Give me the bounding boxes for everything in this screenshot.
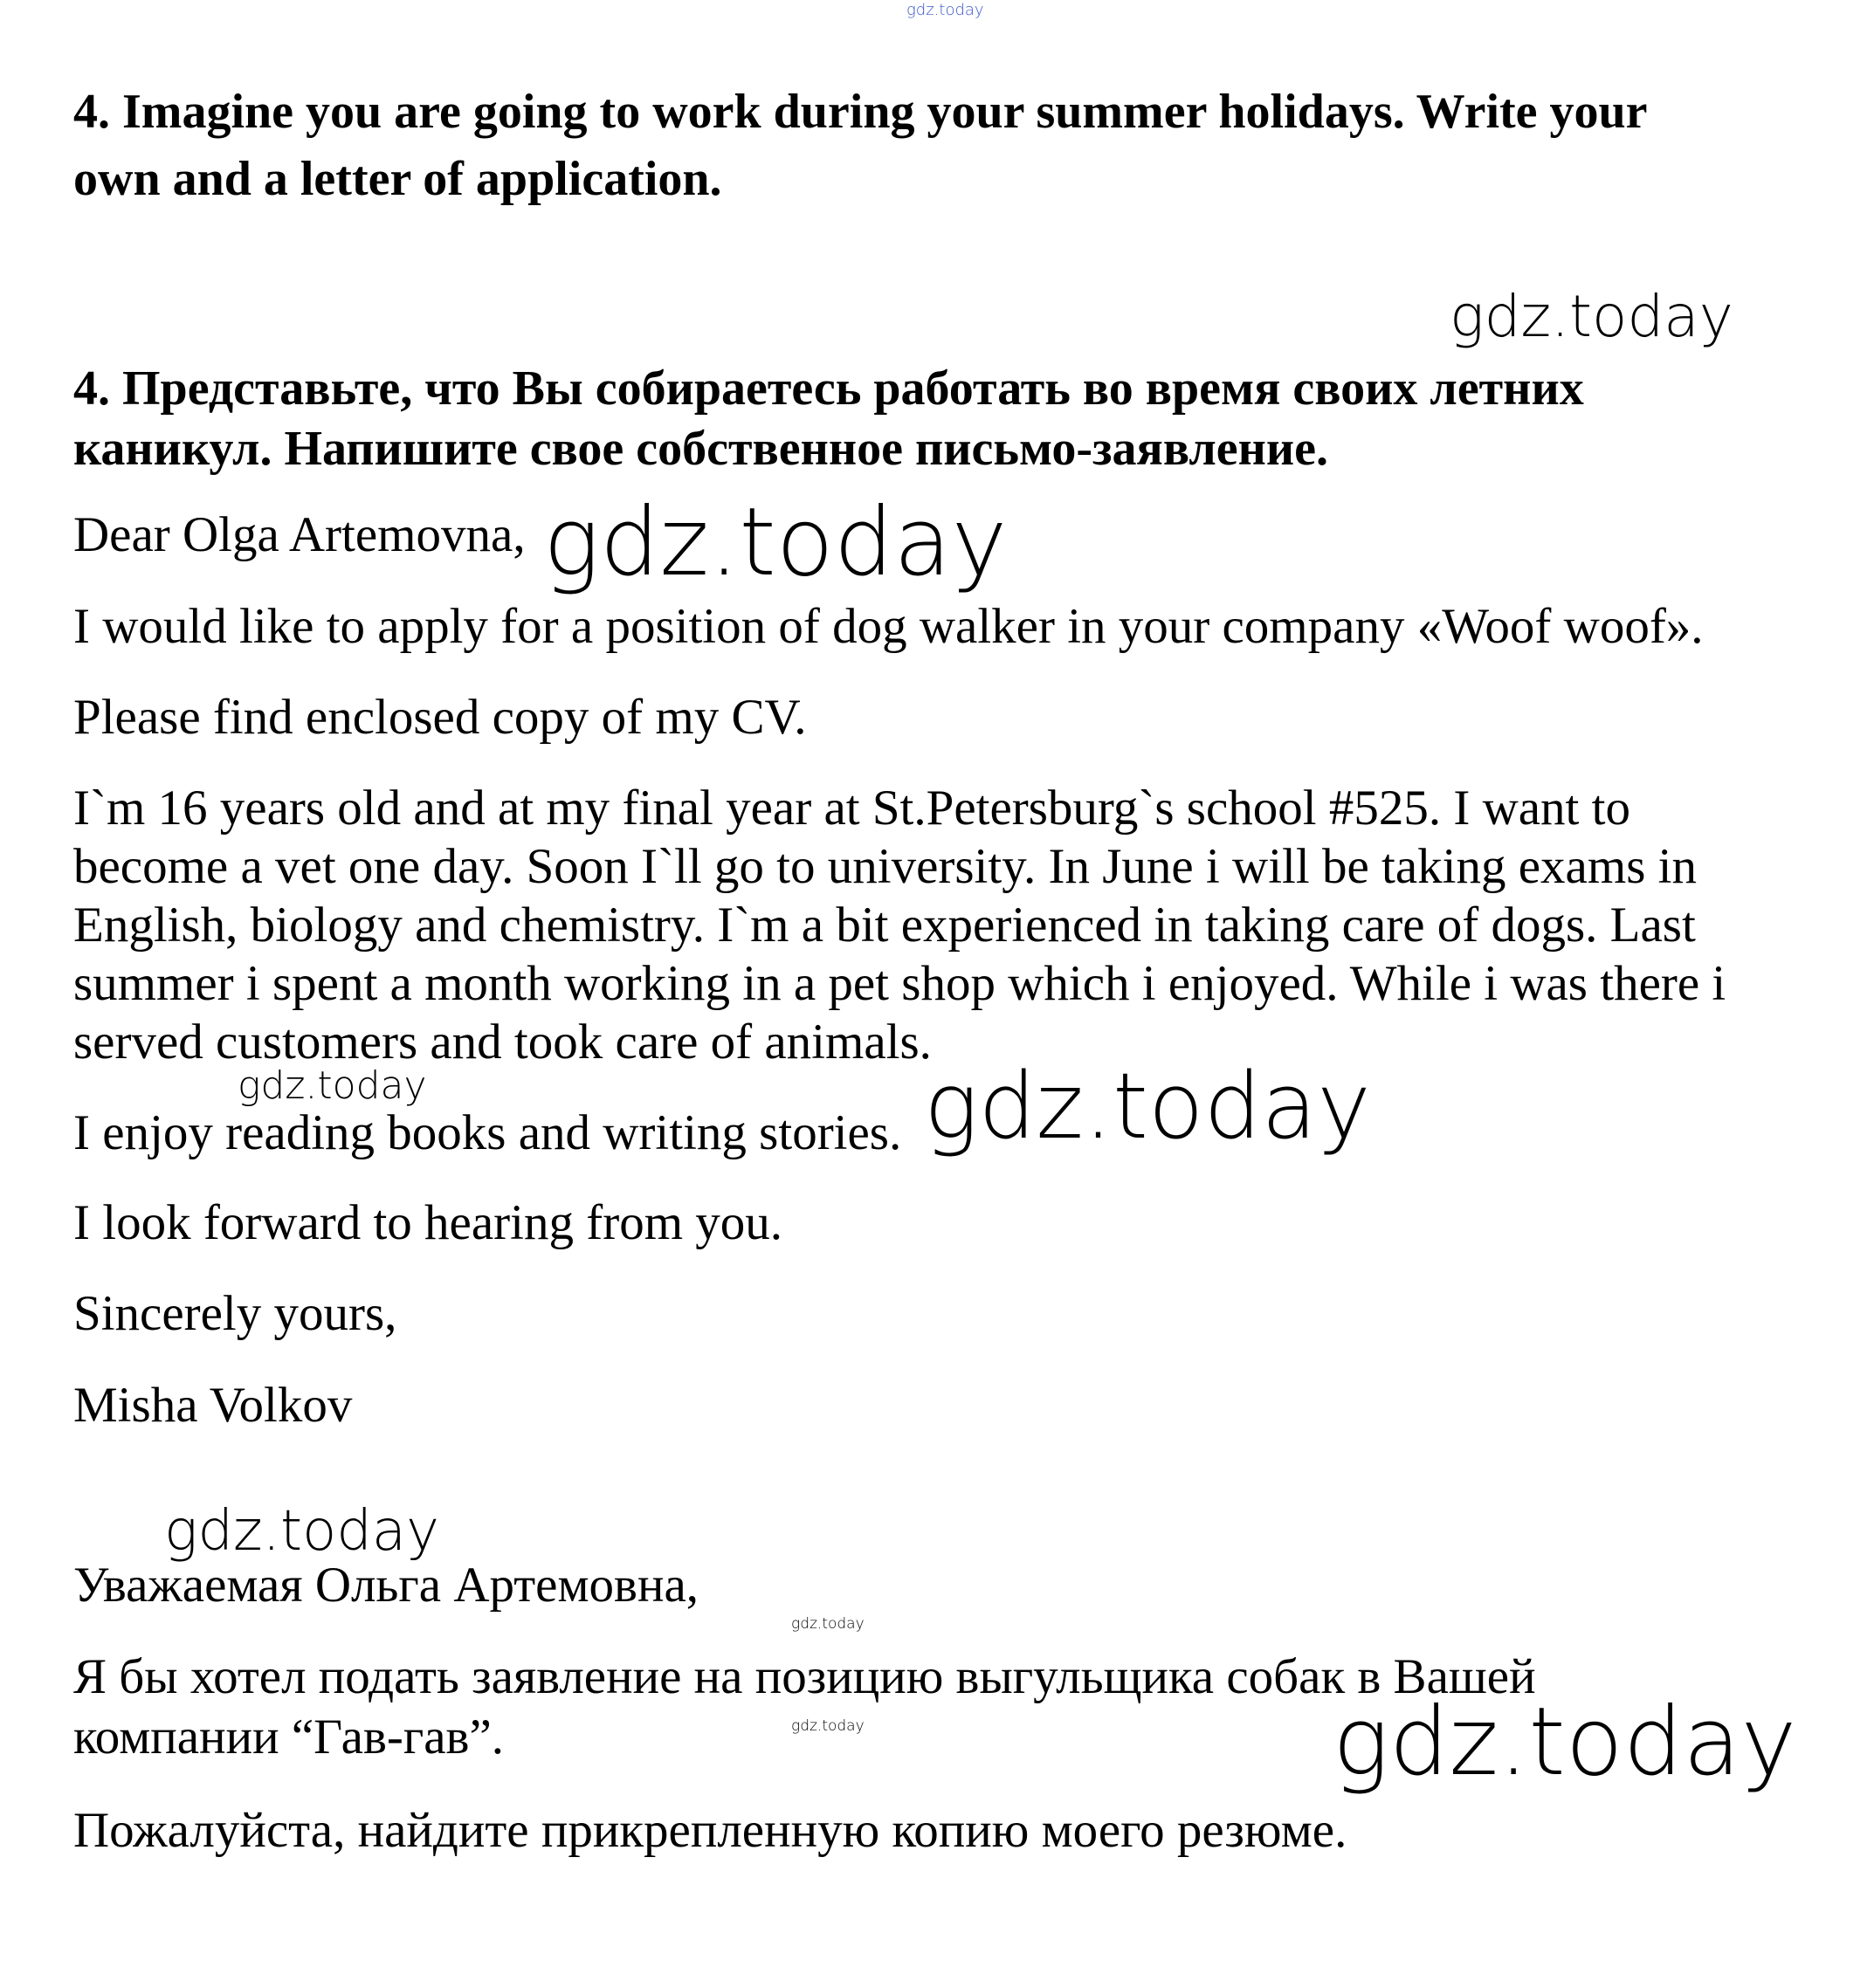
letter-en-paragraph-4: I enjoy reading books and writing stories.	[73, 1105, 902, 1160]
letter-en-paragraph-3-line-2: become a vet one day. Soon I`ll go to university. In June i will be taking exams in	[73, 839, 1697, 894]
watermark: gdz.today	[1333, 1688, 1797, 1797]
letter-en-signature: Misha Volkov	[73, 1378, 353, 1433]
watermark: gdz.today	[1450, 283, 1733, 350]
letter-ru-paragraph-1-line-2: компании “Гав-гав”.	[73, 1709, 505, 1764]
letter-en-paragraph-3-line-3: English, biology and chemistry. I`m a bit experienced in taking care of dogs. Last	[73, 898, 1696, 953]
letter-en-paragraph-5: I look forward to hearing from you.	[73, 1195, 783, 1250]
letter-en-closing: Sincerely yours,	[73, 1286, 397, 1341]
watermark: gdz.today	[791, 1615, 865, 1633]
letter-ru-greeting: Уважаемая Ольга Артемовна,	[73, 1558, 699, 1613]
letter-en-paragraph-3-line-4: summer i spent a month working in a pet shop which i enjoyed. While i was there i	[73, 956, 1726, 1011]
letter-en-paragraph-2: Please find enclosed copy of my CV.	[73, 690, 807, 745]
watermark: gdz.today	[543, 488, 1008, 597]
task-english-line-1: 4. Imagine you are going to work during your summer holidays. Write your	[73, 85, 1648, 139]
letter-ru-paragraph-2: Пожалуйста, найдите прикрепленную копию моего резюме.	[73, 1803, 1347, 1858]
watermark: gdz.today	[238, 1063, 427, 1108]
letter-en-paragraph-3-line-1: I`m 16 years old and at my final year at St.Petersburg`s school #525. I want to	[73, 781, 1630, 836]
letter-en-paragraph-3-line-5: served customers and took care of animals.	[73, 1015, 932, 1070]
watermark: gdz.today	[924, 1053, 1371, 1159]
header-watermark: gdz.today	[906, 1, 984, 19]
letter-en-paragraph-1: I would like to apply for a position of dog walker in your company «Woof woof».	[73, 599, 1704, 654]
letter-ru-paragraph-1-line-1: Я бы хотел подать заявление на позицию выгульщика собак в Вашей	[73, 1649, 1536, 1704]
task-english-line-2: own and a letter of application.	[73, 152, 722, 206]
watermark: gdz.today	[791, 1717, 865, 1735]
watermark: gdz.today	[164, 1499, 439, 1564]
task-russian-line-1: 4. Представьте, что Вы собираетесь работать во время своих летних	[73, 361, 1584, 416]
letter-en-greeting: Dear Olga Artemovna,	[73, 507, 526, 562]
task-russian-line-2: каникул. Напишите свое собственное письмо-заявление.	[73, 422, 1328, 476]
